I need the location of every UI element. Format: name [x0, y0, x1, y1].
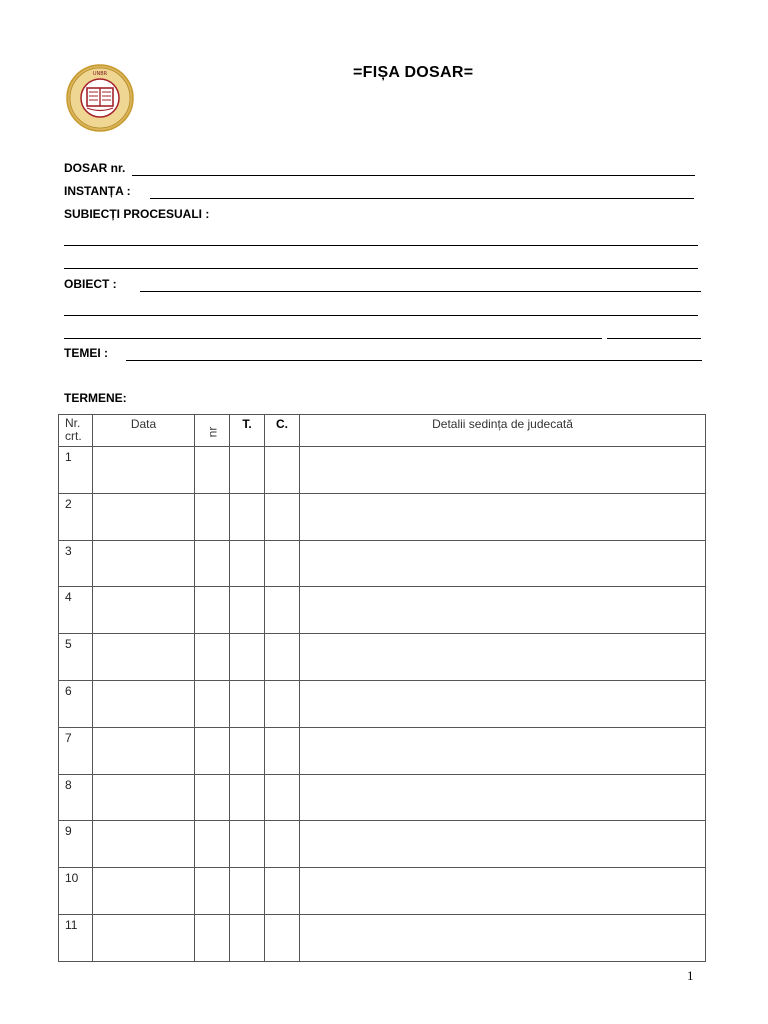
table-row	[59, 540, 706, 587]
table-row	[59, 447, 706, 494]
cell-detalii[interactable]	[300, 634, 706, 681]
row-number: 6	[65, 683, 72, 698]
cell-data[interactable]	[93, 493, 195, 540]
table-body	[59, 447, 706, 962]
cell-data[interactable]	[93, 680, 195, 727]
header-nr: Nr.	[65, 416, 81, 430]
cell-nr	[59, 634, 93, 681]
cell-data[interactable]	[93, 774, 195, 821]
cell-c[interactable]	[265, 540, 300, 587]
cell-detalii[interactable]	[300, 821, 706, 868]
cell-c[interactable]	[265, 634, 300, 681]
header-data-label: Data	[130, 417, 157, 431]
temei-line[interactable]	[126, 360, 702, 361]
table-row	[59, 821, 706, 868]
cell-c[interactable]	[265, 727, 300, 774]
cell-data[interactable]	[93, 587, 195, 634]
header-c-label: C.	[276, 417, 288, 431]
table-row	[59, 587, 706, 634]
cell-nr	[59, 587, 93, 634]
cell-nr	[59, 447, 93, 494]
cell-t[interactable]	[230, 868, 265, 915]
termene-table	[58, 414, 706, 962]
obiect-line-2[interactable]	[64, 315, 698, 316]
cell-c[interactable]	[265, 447, 300, 494]
table-row	[59, 914, 706, 961]
header-t-label: T.	[242, 417, 252, 431]
header-nr-crt	[59, 415, 93, 447]
instanta-label: INSTANȚA :	[64, 184, 131, 198]
cell-c[interactable]	[265, 587, 300, 634]
cell-data[interactable]	[93, 821, 195, 868]
row-number: 3	[65, 543, 72, 558]
obiect-line-1[interactable]	[140, 291, 701, 292]
row-number: 10	[65, 871, 79, 886]
cell-t[interactable]	[230, 587, 265, 634]
logo-text: UNBR	[92, 71, 108, 77]
cell-nr	[59, 914, 93, 961]
cell-t[interactable]	[230, 540, 265, 587]
cell-r[interactable]	[195, 727, 230, 774]
cell-data[interactable]	[93, 914, 195, 961]
header-r	[195, 415, 230, 447]
header-c	[265, 415, 300, 447]
row-number: 2	[65, 496, 72, 511]
cell-detalii[interactable]	[300, 868, 706, 915]
header-data	[93, 415, 195, 447]
cell-detalii[interactable]	[300, 680, 706, 727]
cell-t[interactable]	[230, 914, 265, 961]
cell-c[interactable]	[265, 821, 300, 868]
cell-detalii[interactable]	[300, 727, 706, 774]
cell-r[interactable]	[195, 868, 230, 915]
cell-t[interactable]	[230, 680, 265, 727]
row-number: 9	[65, 824, 72, 839]
cell-data[interactable]	[93, 727, 195, 774]
table-row	[59, 634, 706, 681]
instanta-line[interactable]	[150, 198, 694, 199]
table-row	[59, 727, 706, 774]
cell-t[interactable]	[230, 493, 265, 540]
table-row	[59, 868, 706, 915]
cell-t[interactable]	[230, 774, 265, 821]
cell-nr	[59, 540, 93, 587]
cell-t[interactable]	[230, 821, 265, 868]
cell-detalii[interactable]	[300, 587, 706, 634]
termene-label: TERMENE:	[64, 391, 127, 405]
cell-data[interactable]	[93, 540, 195, 587]
cell-nr	[59, 774, 93, 821]
cell-c[interactable]	[265, 493, 300, 540]
obiect-line-3a[interactable]	[64, 338, 602, 339]
table-row	[59, 774, 706, 821]
cell-detalii[interactable]	[300, 447, 706, 494]
cell-r[interactable]	[195, 774, 230, 821]
cell-r[interactable]	[195, 587, 230, 634]
cell-nr	[59, 493, 93, 540]
cell-nr	[59, 868, 93, 915]
unbr-logo	[64, 63, 136, 133]
subiecti-line-2[interactable]	[64, 268, 698, 269]
subiecti-line-1[interactable]	[64, 245, 698, 246]
obiect-label: OBIECT :	[64, 277, 117, 291]
cell-t[interactable]	[230, 727, 265, 774]
document-title: =FIȘA DOSAR=	[353, 64, 474, 81]
row-number: 7	[65, 730, 72, 745]
dosar-line[interactable]	[132, 175, 695, 176]
cell-r[interactable]	[195, 634, 230, 681]
cell-c[interactable]	[265, 680, 300, 727]
cell-t[interactable]	[230, 447, 265, 494]
row-number: 11	[65, 917, 78, 932]
cell-t[interactable]	[230, 634, 265, 681]
cell-r[interactable]	[195, 493, 230, 540]
row-number: 4	[65, 590, 72, 605]
header-crt: crt.	[65, 429, 82, 443]
cell-detalii[interactable]	[300, 774, 706, 821]
cell-detalii[interactable]	[300, 540, 706, 587]
header-t	[230, 415, 265, 447]
row-number: 1	[65, 450, 72, 464]
page-number: 1	[687, 968, 694, 983]
cell-c[interactable]	[265, 868, 300, 915]
header-r-label: nr	[204, 426, 219, 438]
cell-c[interactable]	[265, 774, 300, 821]
cell-data[interactable]	[93, 447, 195, 494]
cell-nr	[59, 680, 93, 727]
cell-r[interactable]	[195, 680, 230, 727]
table-row	[59, 493, 706, 540]
cell-detalii[interactable]	[300, 493, 706, 540]
temei-label: TEMEI :	[64, 346, 108, 360]
cell-c[interactable]	[265, 914, 300, 961]
header-detalii	[300, 415, 706, 447]
row-number: 5	[65, 637, 72, 652]
cell-data[interactable]	[93, 868, 195, 915]
cell-nr	[59, 821, 93, 868]
table-row	[59, 680, 706, 727]
cell-data[interactable]	[93, 634, 195, 681]
cell-r[interactable]	[195, 821, 230, 868]
table-header-row	[59, 415, 706, 447]
dosar-label: DOSAR nr.	[64, 161, 126, 175]
row-number: 8	[65, 777, 72, 792]
cell-r[interactable]	[195, 540, 230, 587]
cell-detalii[interactable]	[300, 914, 706, 961]
subiecti-label: SUBIECȚI PROCESUALI :	[64, 207, 210, 221]
cell-r[interactable]	[195, 914, 230, 961]
cell-r[interactable]	[195, 447, 230, 494]
cell-nr	[59, 727, 93, 774]
obiect-line-3b[interactable]	[607, 338, 701, 339]
header-detalii-label: Detalii sedința de judecată	[432, 417, 573, 431]
